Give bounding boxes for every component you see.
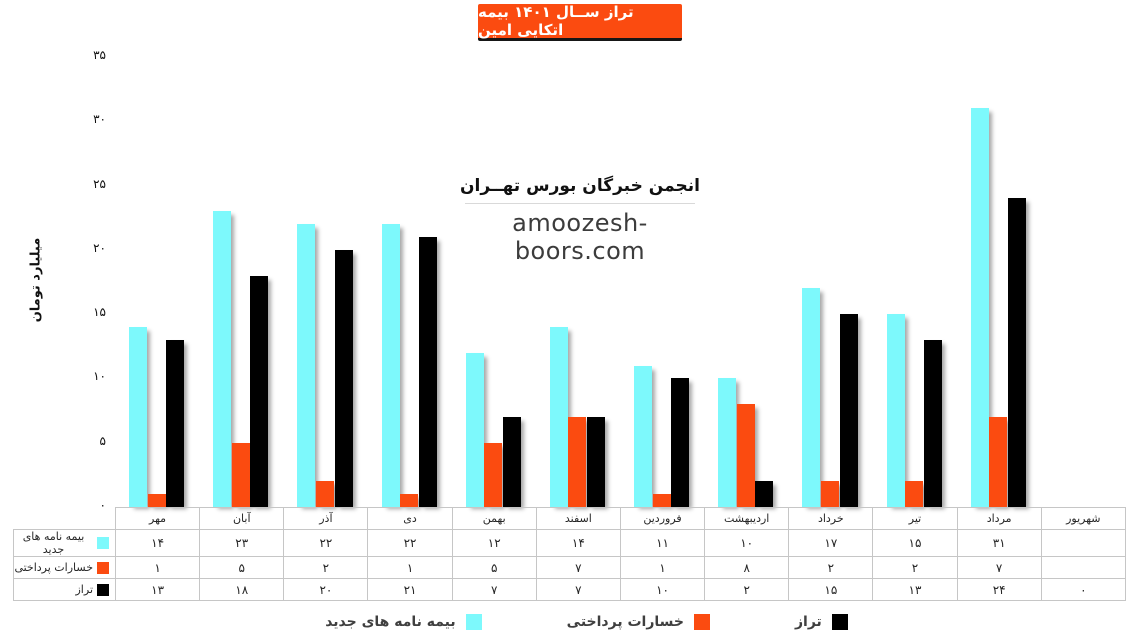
bar-new-policies xyxy=(634,366,652,507)
table-value-cell: ۲۳ xyxy=(200,530,284,557)
bar-paid-losses xyxy=(232,443,250,507)
bar-paid-losses xyxy=(821,481,839,507)
month-header-cell: اسفند xyxy=(536,508,620,530)
month-header-cell: خرداد xyxy=(789,508,873,530)
month-header-cell: بهمن xyxy=(452,508,536,530)
bar-balance xyxy=(250,276,268,507)
table-corner-cell xyxy=(14,508,116,530)
table-value-cell: ۲ xyxy=(284,557,368,579)
bar-new-policies xyxy=(971,108,989,507)
table-row-label xyxy=(14,557,116,579)
table-value-cell: ۷ xyxy=(536,579,620,601)
y-tick-label: ۳۰ xyxy=(93,112,106,127)
table-value-cell: ۱۲ xyxy=(452,530,536,557)
watermark xyxy=(455,176,705,265)
month-header-cell: تیر xyxy=(873,508,957,530)
month-header-cell: مرداد xyxy=(957,508,1041,530)
table-value-cell: ۱۳ xyxy=(873,579,957,601)
series-key-swatch xyxy=(97,584,109,596)
bar-paid-losses xyxy=(905,481,923,507)
bar-paid-losses xyxy=(400,494,418,507)
table-value-cell: ۷ xyxy=(452,579,536,601)
series-name-label: تراز xyxy=(75,583,93,596)
bar-new-policies xyxy=(213,211,231,507)
y-tick-label: ۲۵ xyxy=(93,176,106,191)
table-value-cell: ۲ xyxy=(873,557,957,579)
chart-title: تراز ســال ۱۴۰۱ بیمه اتکایی امین xyxy=(478,4,682,41)
table-value-cell: ۲۰ xyxy=(284,579,368,601)
bar-paid-losses xyxy=(737,404,755,507)
plot-area xyxy=(115,55,1125,507)
table-value-cell: ۱ xyxy=(620,557,704,579)
table-value-cell: ۱۵ xyxy=(789,579,873,601)
watermark-site-text: amoozesh-boors.com xyxy=(512,209,648,265)
table-value-cell: ۲۱ xyxy=(368,579,452,601)
month-header-cell: آبان xyxy=(200,508,284,530)
table-value-cell: ۳۱ xyxy=(957,530,1041,557)
bar-balance xyxy=(335,250,353,507)
legend-item-new-policies xyxy=(325,614,481,630)
y-tick-label: ۵ xyxy=(99,433,106,448)
bar-new-policies xyxy=(550,327,568,507)
table-value-cell: ۲۴ xyxy=(957,579,1041,601)
bar-balance xyxy=(166,340,184,507)
table-value-cell: ۵ xyxy=(200,557,284,579)
bar-new-policies xyxy=(466,353,484,507)
bar-paid-losses xyxy=(989,417,1007,507)
y-tick-label: ۱۰ xyxy=(93,369,106,384)
watermark-org-text: انجمن خبرگان بورس تهــران xyxy=(460,176,700,196)
table-value-cell: ۲ xyxy=(705,579,789,601)
bar-new-policies xyxy=(802,288,820,507)
legend-swatch-balance xyxy=(832,614,848,630)
bar-balance xyxy=(671,378,689,507)
series-key-swatch xyxy=(97,537,109,549)
bar-balance xyxy=(755,481,773,507)
table-value-cell: ۱۱ xyxy=(620,530,704,557)
y-axis-title: میلیارد تومان xyxy=(28,237,44,323)
table-value-cell: ۱۴ xyxy=(116,530,200,557)
bar-paid-losses xyxy=(568,417,586,507)
legend-label-new-policies: بیمه نامه های جدید xyxy=(325,614,456,630)
table-value-cell: ۱۷ xyxy=(789,530,873,557)
bar-balance xyxy=(503,417,521,507)
bar-balance xyxy=(924,340,942,507)
legend-label-paid-losses: خسارات پرداختی xyxy=(566,614,684,630)
series-key-swatch xyxy=(97,562,109,574)
bar-new-policies xyxy=(297,224,315,507)
bar-paid-losses xyxy=(316,481,334,507)
table-value-cell: ۱۰ xyxy=(620,579,704,601)
bar-balance xyxy=(1008,198,1026,507)
chart-legend xyxy=(0,606,1128,638)
table-row-label xyxy=(14,579,116,601)
table-value-cell: ۲۲ xyxy=(368,530,452,557)
data-table xyxy=(13,507,1126,601)
legend-swatch-paid-losses xyxy=(694,614,710,630)
bar-paid-losses xyxy=(484,443,502,507)
y-tick-label: ۰ xyxy=(99,498,106,512)
legend-item-paid-losses xyxy=(567,614,710,630)
table-value-cell: ۱ xyxy=(368,557,452,579)
series-name-label: بیمه نامه های جدید xyxy=(22,530,85,556)
bar-balance xyxy=(840,314,858,507)
table-row-label xyxy=(14,530,116,557)
watermark-divider xyxy=(465,203,695,204)
bar-balance xyxy=(587,417,605,507)
table-value-cell: ۱۴ xyxy=(536,530,620,557)
table-row-paid-losses xyxy=(14,557,1126,579)
month-header-cell: شهریور xyxy=(1041,508,1125,530)
bar-new-policies xyxy=(887,314,905,507)
month-header-cell: آذر xyxy=(284,508,368,530)
table-value-cell: ۲ xyxy=(789,557,873,579)
y-tick-label: ۳۵ xyxy=(93,48,106,62)
bar-paid-losses xyxy=(148,494,166,507)
table-value-cell: ۷ xyxy=(957,557,1041,579)
table-row-balance xyxy=(14,579,1126,601)
month-header-cell: اردیبهشت xyxy=(705,508,789,530)
bar-balance xyxy=(419,237,437,507)
legend-label-balance: تراز xyxy=(794,614,822,630)
table-value-cell: ۱۳ xyxy=(116,579,200,601)
table-value-cell: ۵ xyxy=(452,557,536,579)
bar-paid-losses xyxy=(653,494,671,507)
legend-item-balance xyxy=(795,614,848,630)
bar-new-policies xyxy=(129,327,147,507)
table-value-cell: ۱۵ xyxy=(873,530,957,557)
table-value-cell: ۱۸ xyxy=(200,579,284,601)
table-value-cell: ۸ xyxy=(705,557,789,579)
y-tick-label: ۲۰ xyxy=(93,240,106,255)
table-row-new-policies xyxy=(14,530,1126,557)
month-header-cell: دی xyxy=(368,508,452,530)
month-header-cell: فروردین xyxy=(620,508,704,530)
table-value-cell: ۱۰ xyxy=(705,530,789,557)
table-value-cell: ۲۲ xyxy=(284,530,368,557)
table-value-cell: ۷ xyxy=(536,557,620,579)
table-value-cell: ۰ xyxy=(1041,579,1125,601)
bar-new-policies xyxy=(718,378,736,507)
month-header-cell: مهر xyxy=(116,508,200,530)
table-value-cell xyxy=(1041,557,1125,579)
table-value-cell xyxy=(1041,530,1125,557)
series-name-label: خسارات پرداختی xyxy=(14,561,93,574)
legend-swatch-new-policies xyxy=(466,614,482,630)
y-tick-label: ۱۵ xyxy=(93,305,106,320)
table-value-cell: ۱ xyxy=(116,557,200,579)
bar-new-policies xyxy=(382,224,400,507)
